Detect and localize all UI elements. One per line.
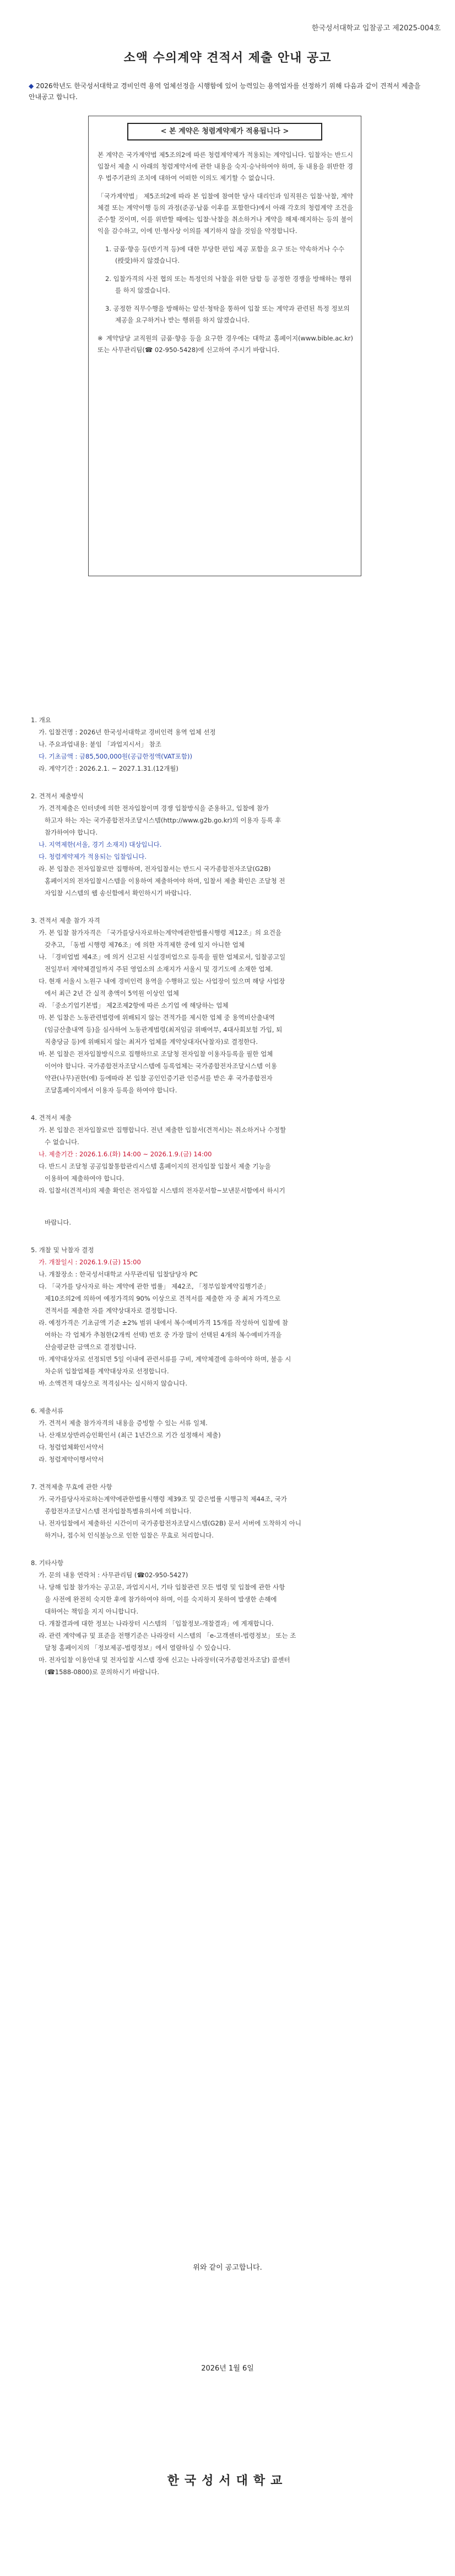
- integrity-contract-box: [88, 116, 361, 576]
- section: [31, 1481, 424, 1541]
- section-line: 직충당금 등)에 위배되지 않는 최저가 업체를 계약상대자(낙찰자)로 결정한다.: [39, 1038, 258, 1046]
- integrity-item: 1. 금품·향응 등(반기적 등)에 대한 부당한 편입 제공 포함을 요구 또는 약속하거나 수수(授受)하지 않겠습니다.: [105, 245, 345, 264]
- integrity-note: ※ 계약담당 교직원의 금품·향응 등을 요구한 경우에는 대학교 홈페이지(www.bible.ac.kr) 또는 사무관리팀(☎ 02-950-5428)에 신고하여 주시기 바랍니다.: [98, 334, 353, 354]
- section: [31, 1112, 424, 1229]
- section-line: 나. 전자입찰에서 제출하신 시간이미 국가종합전자조달시스템(G2B) 문서 서버에 도착하지 아니: [39, 1519, 302, 1527]
- section-line: 다. 개찰결과에 대한 정보는 나라장터 시스템의 「입찰정보-개찰결과」에 게재합니다.: [39, 1620, 274, 1627]
- section-line: 조달홈페이지에서 이용자 등록을 하여야 합니다.: [39, 1086, 177, 1094]
- section-line: 가. 본 입찰 참가자격은 「국가를당사자로하는계약에관한법률시행령 제12조」의 요건을: [39, 929, 281, 937]
- section-line: 라. 관련 계약예규 및 표준을 전행기준은 나라장터 시스템의 「e-고객센터-법령정보」 또는 조: [39, 1632, 296, 1639]
- section: [31, 790, 424, 899]
- section-line: 달청 홈페이지의 「정보제공-법령정보」에서 열람하실 수 있습니다.: [39, 1644, 231, 1652]
- section-line: 가. 본 입찰은 전자입찰로만 집행합니다. 전년 제출한 입찰서(견적서)는 취소하거나 수정할: [39, 1126, 286, 1134]
- section-line: 이용하여 제출하여야 합니다.: [39, 1175, 124, 1182]
- section-line: 다. 반드시 조달청 공공입찰통합관리시스템 홈페이지의 전자입찰 입찰서 제출 기능을: [39, 1162, 271, 1170]
- section-line: (임금산출내역 등)을 심사하여 노동관계법령(최저임금 위배여부, 4대사회보험 가입, 퇴: [39, 1026, 283, 1033]
- section-line: 갖추고, 「동법 시행령 제76조」에 의한 자격제한 중에 있지 아니한 업체: [39, 941, 245, 949]
- section-line: 하고자 하는 자는 국가종합전자조달시스템(http://www.g2b.go.kr)의 이용자 등록 후: [39, 816, 281, 824]
- section-line: 을 사전에 완전히 숙지한 후에 참가하여야 하며, 이를 숙지하지 못하여 발생한 손해에: [39, 1595, 277, 1603]
- integrity-box-heading: < 본 계약은 청렴계약제가 적용됩니다 >: [127, 123, 322, 140]
- section-line: 라. 본 입찰은 전자입찰로만 집행하며, 전자입찰서는 반드시 국가종합전자조달(G2B): [39, 865, 271, 873]
- section-line: 라. 입찰서(견적서)의 제출 확인은 전자입찰 시스템의 전자문서함~보낸문서함에서 하시기: [39, 1187, 285, 1194]
- section: [31, 714, 424, 775]
- diamond-bullet-icon: ◆: [29, 82, 34, 90]
- section-line: 가. 견적제출은 인터넷에 의한 전자입찰이며 경쟁 입찰방식을 준용하고, 입찰에 참가: [39, 804, 269, 812]
- section-line: 라. 청렴계약이행서약서: [39, 1455, 104, 1463]
- section-line: 하거나, 접수처 인식불능으로 인한 입찰은 무효로 처리합니다.: [39, 1531, 214, 1539]
- section-line: 나. 지역제한(서울, 경기 소재지) 대상입니다.: [39, 841, 162, 848]
- section-line: 바. 소액견적 대상으로 적격심사는 실시하지 않습니다.: [39, 1379, 187, 1387]
- section-line: 가. 견적서 제출 참가자격의 내용을 증빙할 수 있는 서류 일체.: [39, 1419, 208, 1427]
- section: [31, 1557, 424, 1678]
- section-line: 제10조의2에 의하여 예정가격의 90% 이상으로 견적서를 제출한 자 중 최저 가격으로: [39, 1295, 281, 1302]
- section-title: 3. 견적서 제출 참가 자격: [31, 917, 100, 924]
- intro-paragraph: [29, 80, 422, 102]
- section-line: 나. 당해 입찰 참가자는 공고문, 과업지시서, 기타 입찰관련 모든 법령 및 입찰에 관한 사항: [39, 1583, 285, 1591]
- intro-text: 2026학년도 한국성서대학교 경비인력 용역 업체선정을 시행함에 있어 능력있는 용역업자를 선정하기 위해 다음과 같이 견적서 제출을 안내공고 합니다.: [29, 82, 421, 101]
- section-line: (☎1588-0800)로 문의하시기 바랍니다.: [39, 1668, 160, 1676]
- section-line: 나. 개찰장소 : 한국성서대학교 사무관리팀 입찰담당자 PC: [39, 1270, 198, 1278]
- section-line: 다. 현재 서울시 노원구 내에 경비인력 용역을 수행하고 있는 사업장이 있으며 해당 사업장: [39, 977, 285, 985]
- page-title: 소액 수의계약 견적서 제출 안내 공고: [123, 51, 332, 65]
- section-line: 에서 최근 2년 간 실적 총액이 5억원 이상인 업체: [39, 989, 179, 997]
- integrity-para-2: 「국가계약법」 제5조의2에 따라 본 입찰에 참여한 당사 대리인과 임직원은 입찰·낙찰, 계약체결 또는 계약이행 등의 과정(준공·납품 이후를 포함한다)에서 아래 각호의 청렴계약 조건을 준수할 것이며, 이를 위반할 때에는 입찰·낙찰을 취소하거나 계약을 해제·해지하는 등의 불이익을 감수하고, 이에 민·형사상 이의를 제기하지 않을 것임을 약정합니다.: [98, 192, 353, 235]
- section-line: 라. 「중소기업기본법」 제2조제2항에 따른 소기업 에 해당하는 업체: [39, 1002, 229, 1009]
- section-line: 마. 전자입찰 이용안내 및 전자입찰 시스템 장애 신고는 나라장터(국가종합전자조달) 콜센터: [39, 1656, 290, 1664]
- section-line: 이어야 합니다. 국가종합전자조달시스템에 등록업체는 국가종합전자조달시스템 이용: [39, 1062, 277, 1070]
- section-line: 다. 청렴업체확인서약서: [39, 1443, 104, 1451]
- section: [31, 1244, 424, 1389]
- section-title: 6. 제출서류: [31, 1407, 64, 1415]
- section-line: 바. 본 입찰은 전자입찰방식으로 집행하므로 조달청 전자입찰 이용자등록을 필한 업체: [39, 1050, 273, 1058]
- section-title: 2. 견적서 제출방식: [31, 792, 84, 800]
- section-title: 5. 개찰 및 낙찰자 결정: [31, 1246, 94, 1254]
- section-line: 약관(나무)권한(에) 등에따라 본 입찰 공인인증기관 인증서를 받은 후 국가종합전자: [39, 1074, 273, 1082]
- section-line: 나. 「경비업법 제4조」에 의거 신고된 시설경비업으로 등록을 필한 업체로서, 입찰공고일: [39, 953, 286, 961]
- section-line: 여하는 각 업체가 추첨한(2개씩 선택) 번호 중 가장 많이 선택된 4개의 복수예비가격을: [39, 1331, 282, 1339]
- section-line: 다. 「국가를 당사자로 하는 계약에 관한 법률」 제42조, 「정부입찰계약집행기준」: [39, 1282, 270, 1290]
- section-title: 7. 견적제출 무효에 관한 사항: [31, 1483, 112, 1491]
- section-line: 홈페이지의 전자입찰시스템을 이용하여 제출하여야 하며, 입찰서 제출 확인은 조달청 전: [39, 877, 285, 885]
- section-title: 1. 개요: [31, 716, 51, 724]
- section-line: 산술평균한 금액으로 결정합니다.: [39, 1343, 137, 1351]
- integrity-item: 2. 입찰가격의 사전 협의 또는 특정인의 낙찰을 위한 담합 등 공정한 경쟁을 방해하는 행위를 하지 않겠습니다.: [105, 275, 352, 294]
- section: [31, 914, 424, 1096]
- section-line: 종합전자조달시스템 전자입찰특별유의서에 의합니다.: [39, 1507, 192, 1515]
- section-line: 견적서를 제출한 자를 계약상대자로 결정합니다.: [39, 1307, 177, 1314]
- section-line: 전일부터 계약체결일까지 주된 영업소의 소재지가 서울시 및 경기도에 소재한 업체.: [39, 965, 273, 973]
- section-line: 다. 청렴계약제가 적용되는 입찰입니다.: [39, 853, 147, 861]
- document-number: 한국성서대학교 입찰공고 제2025-004호: [311, 24, 441, 33]
- section-line: 참가하여야 합니다.: [39, 829, 98, 836]
- section-line: 나. 주요과업내용: 붙임 「과업지시서」 참조: [39, 740, 161, 748]
- section-line: 라. 예정가격은 기초금액 기준 ±2% 범위 내에서 복수예비가격 15개를 작성하여 입찰에 참: [39, 1319, 288, 1327]
- issuer-signature: 한국성서대학교: [167, 2474, 288, 2488]
- integrity-items: [105, 243, 353, 326]
- section-line: 다. 기초금액 : 금85,500,000원(공급한정액(VAT포함)): [39, 753, 192, 760]
- integrity-item: 3. 공정한 직무수행을 방해하는 알선·청탁을 통하여 입찰 또는 계약과 관련된 특정 정보의 제공을 요구하거나 받는 행위를 하지 않겠습니다.: [105, 305, 350, 324]
- section-line: 차순위 입찰업체를 계약대상자로 선정합니다.: [39, 1367, 169, 1375]
- section: [31, 1405, 424, 1465]
- section-line: 라. 계약기간 : 2026.2.1. ~ 2027.1.31.(12개월): [39, 765, 178, 772]
- section-line: 나. 제출기간 : 2026.1.6.(화) 14:00 ~ 2026.1.9.(금) 14:00: [39, 1150, 212, 1158]
- section-line: 가. 국가를당사자로하는계약에관한법률시행령 제39조 및 같은법률 시행규칙 제44조, 국가: [39, 1495, 287, 1503]
- closing-statement: 위와 같이 공고합니다.: [193, 2264, 262, 2272]
- section-line: 가. 개찰일시 : 2026.1.9.(금) 15:00: [39, 1258, 141, 1266]
- section-line: 나. 산재보상반려승인확인서 (최근 1년간으로 기간 설정해서 제출): [39, 1431, 221, 1439]
- section-line: 수 없습니다.: [39, 1138, 79, 1146]
- section-title: 4. 견적서 제출: [31, 1114, 72, 1122]
- section-line: 대하여는 책임을 지지 아니합니다.: [39, 1608, 139, 1615]
- section-line: 바랍니다.: [39, 1219, 72, 1226]
- section-line: 자입찰 시스템의 웹 송신함에서 확인하시기 바랍니다.: [39, 889, 192, 897]
- section-line: 마. 본 입찰은 노동관련법령에 위배되지 않는 견적가를 제시한 업체 중 용역비산출내역: [39, 1014, 275, 1021]
- section-title: 8. 기타사항: [31, 1559, 64, 1567]
- notice-date: 2026년 1월 6일: [201, 2364, 254, 2373]
- integrity-para-1: 본 계약은 국가계약법 제5조의2에 따른 청렴계약제가 적용되는 계약입니다. 입찰자는 반드시 입찰서 제출 시 아래의 청렴계약서에 관한 내용을 숙지·승낙하여야 하며, 동 내용을 위반한 경우 법주기관의 조치에 대하여 어떠한 이의도 제기할 수 없습니다.: [98, 151, 353, 182]
- notice-sections: [31, 714, 424, 1693]
- section-line: 마. 계약대상자로 선정되면 5일 이내에 관련서류를 구비, 계약체결에 응하여야 하며, 불응 시: [39, 1355, 291, 1363]
- section-line: 가. 입찰건명 : 2026년 한국성서대학교 경비인력 용역 업체 선정: [39, 728, 216, 736]
- section-line: 가. 문의 내용 연락처 : 사무관리팀 (☎02-950-5427): [39, 1571, 188, 1579]
